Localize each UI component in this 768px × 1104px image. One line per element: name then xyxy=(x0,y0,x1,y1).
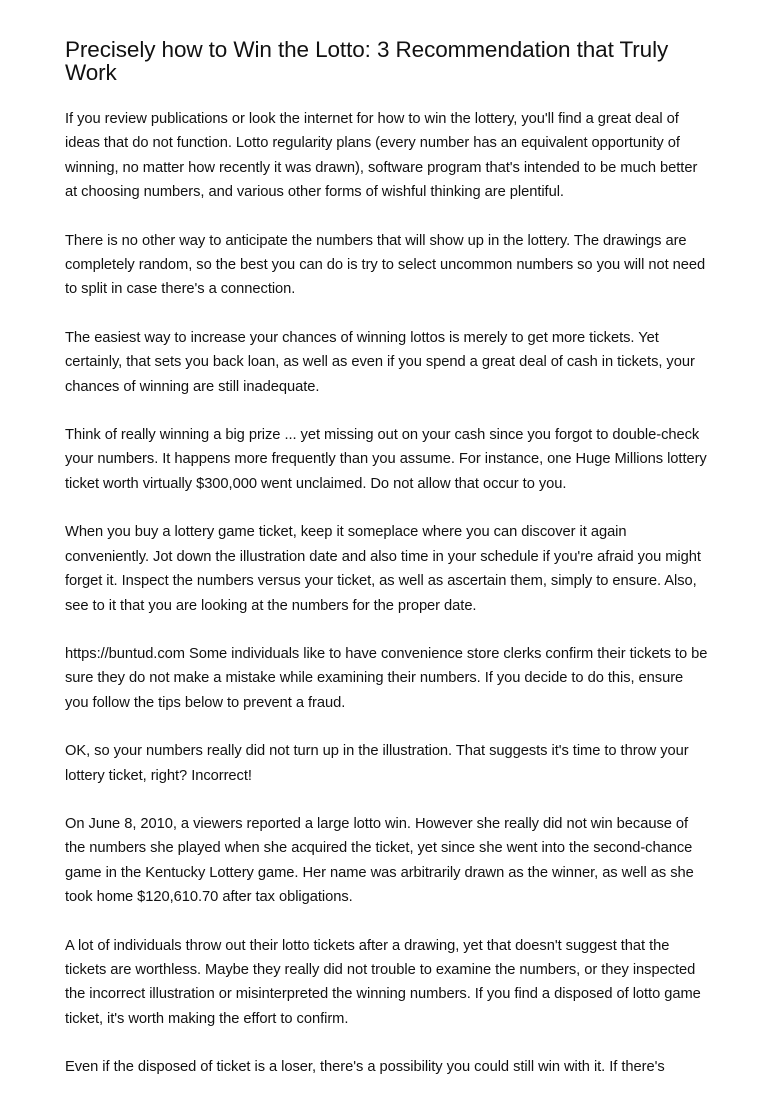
paragraph-4: Think of really winning a big prize ... yet missing out on your cash since you forgot to double-check your numbers. It happens more frequently than you assume. For instance, one Huge Millions lottery ticket worth virtually $300,000 went unclaimed. Do not allow that occur to you. xyxy=(65,427,707,492)
paragraph-8: On June 8, 2010, a viewers reported a large lotto win. However she really did not win because of the numbers she played when she acquired the ticket, yet since she went into the second-chance game in the Kentucky Lottery game. Her name was arbitrarily drawn as the winner, as well as she took home $120,610.70 after tax obligations. xyxy=(65,815,694,906)
paragraph-7: OK, so your numbers really did not turn up in the illustration. That suggests it's time to throw your lottery ticket, right? Incorrect! xyxy=(65,743,689,784)
paragraph-3: The easiest way to increase your chances of winning lottos is merely to get more tickets. Yet certainly, that sets you back loan, as well as even if you spend a great deal of cash in tickets, your chances of winning are still inadequate. xyxy=(65,329,695,395)
paragraph-5: When you buy a lottery game ticket, keep it someplace where you can discover it again conveniently. Jot down the illustration date and also time in your schedule if you're afraid you might forget it. Inspect the numbers versus your ticket, as well as ascertain them, simply to ensure. Also, see to it that you are looking at the numbers for the proper date. xyxy=(65,524,701,614)
paragraph-2: There is no other way to anticipate the numbers that will show up in the lottery. The drawings are completely random, so the best you can do is try to select uncommon numbers so you will not need to split in case there's a connection. xyxy=(65,232,706,298)
document-title: Precisely how to Win the Lotto: 3 Recommendation that Truly Work xyxy=(65,37,669,85)
paragraph-9: A lot of individuals throw out their lotto tickets after a drawing, yet that doesn't suggest that the tickets are worthless. Maybe they really did not trouble to examine the numbers, or they inspected the incorrect illustration or misinterpreted the winning numbers. If you find a disposed of lotto game ticket, it's worth making the effort to confirm. xyxy=(65,937,701,1027)
document-page xyxy=(65,38,710,1104)
paragraph-1: If you review publications or look the internet for how to win the lottery, you'll find a great deal of ideas that do not function. Lotto regularity plans (every number has an equivalent opportunity of winning, no matter how recently it was drawn), software program that's intended to be much better at choosing numbers, and various other forms of wishful thinking are plentiful. xyxy=(65,111,698,201)
paragraph-6: https://buntud.com Some individuals like to have convenience store clerks confirm their tickets to be sure they do not make a mistake while examining their numbers. If you decide to do this, ensure you follow the tips below to prevent a fraud. xyxy=(65,645,708,711)
paragraph-10: Even if the disposed of ticket is a loser, there's a possibility you could still win with it. If there's xyxy=(65,1059,665,1076)
